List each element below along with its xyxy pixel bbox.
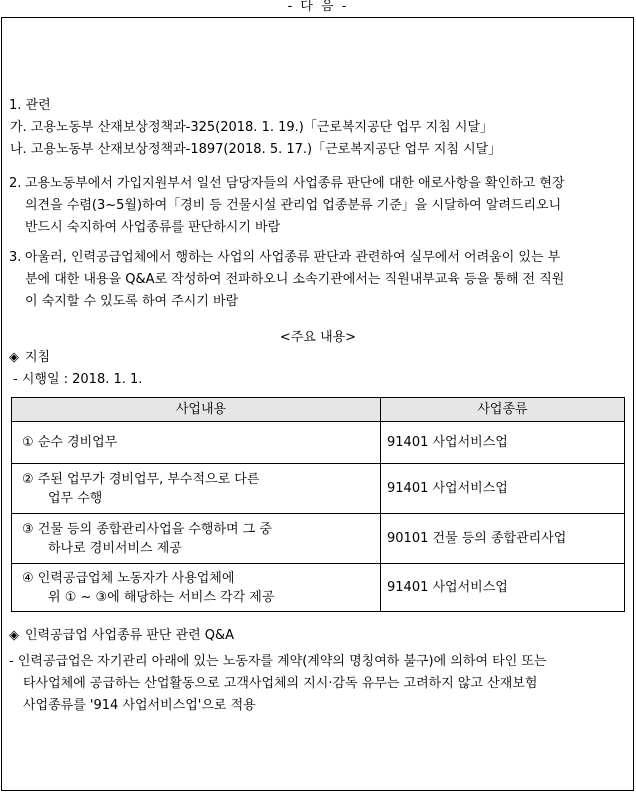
business-content-cell — [12, 564, 381, 612]
diamond-bullet-icon: ◈ — [9, 350, 19, 365]
table-header-row — [12, 398, 625, 422]
section-2-line: 반드시 숙지하여 사업종류를 판단하시기 바람 — [25, 220, 281, 235]
section-3 — [9, 247, 627, 313]
business-content-line: ① 순수 경비업무 — [22, 435, 118, 450]
qa-title: 인력공급업 사업종류 판단 관련 Q&A — [25, 628, 235, 643]
diamond-bullet-icon: ◈ — [9, 628, 19, 643]
document-frame — [1, 17, 634, 791]
guideline-block — [9, 347, 627, 391]
section-2-line: 고용노동부에서 가입지원부서 일선 담당자들의 사업종류 판단에 대한 애로사항을 확인하고 현장 — [25, 176, 565, 191]
section-3-number: 3. — [9, 250, 22, 265]
page-header: - 다 음 - — [287, 0, 349, 14]
table-header-type: 사업종류 — [381, 398, 625, 422]
table-row — [12, 564, 625, 612]
table-row — [12, 464, 625, 514]
section-2-number: 2. — [9, 176, 22, 191]
section-references — [9, 95, 627, 161]
qa-line: 사업종류를 '914 사업서비스업'으로 적용 — [23, 698, 256, 713]
business-content-line: ③ 건물 등의 종합관리사업을 수행하며 그 중 — [22, 521, 272, 537]
section-3-line: 분에 대한 내용을 Q&A로 작성하여 전파하오니 소속기관에서는 직원내부교육 등을 통해 전 직원 — [25, 272, 565, 287]
business-content-cell — [12, 464, 381, 514]
table-row — [12, 422, 625, 464]
qa-line: 타사업체에 공급하는 산업활동으로 고객사업체의 지시·감독 유무는 고려하지 않고 산재보험 — [23, 676, 538, 691]
qa-block — [9, 625, 627, 717]
table-row — [12, 514, 625, 564]
section-3-line: 이 숙지할 수 있도록 하여 주시기 바람 — [25, 294, 239, 309]
business-content-line: 업무 수행 — [48, 490, 103, 506]
reference-item-2: 나. 고용노동부 산재보상정책과-1897(2018. 5. 17.)「근로복지공단 업무 지침 시달」 — [10, 142, 502, 157]
business-content-line: ② 주된 업무가 경비업무, 부수적으로 다른 — [22, 471, 260, 487]
section-2-line: 의견을 수렴(3~5월)하여「경비 등 건물시설 관리업 업종분류 기준」을 시달하여 알려드리오니 — [25, 198, 562, 213]
section-2 — [9, 173, 627, 239]
reference-item-1: 가. 고용노동부 산재보상정책과-325(2018. 1. 19.)「근로복지공단 업무 지침 시달」 — [10, 120, 493, 135]
business-content-line: ④ 인력공급업체 노동자가 사용업체에 — [22, 570, 235, 586]
business-content-cell — [12, 422, 381, 464]
business-type-cell: 91401 사업서비스업 — [381, 422, 625, 464]
section-3-line: 아울러, 인력공급업체에서 행하는 사업의 사업종류 판단과 관련하여 실무에서 어려움이 있는 부 — [25, 250, 561, 265]
business-content-line: 위 ① ~ ③에 해당하는 서비스 각각 제공 — [48, 589, 275, 605]
business-type-cell: 91401 사업서비스업 — [381, 464, 625, 514]
guideline-title: 지침 — [25, 350, 51, 365]
effective-date: - 시행일 : 2018. 1. 1. — [13, 372, 143, 387]
business-type-table — [11, 397, 625, 612]
business-type-cell: 90101 건물 등의 종합관리사업 — [381, 514, 625, 564]
table-header-content: 사업내용 — [12, 398, 381, 422]
qa-line: - 인력공급업은 자기관리 아래에 있는 노동자를 계약(계약의 명칭여하 불구)에 의하여 타인 또는 — [9, 654, 547, 669]
section-1-title: 1. 관련 — [9, 98, 51, 113]
business-content-line: 하나로 경비서비스 제공 — [48, 540, 182, 556]
business-type-cell: 91401 사업서비스업 — [381, 564, 625, 612]
main-content-title: <주요 내용> — [279, 330, 357, 345]
business-content-cell — [12, 514, 381, 564]
